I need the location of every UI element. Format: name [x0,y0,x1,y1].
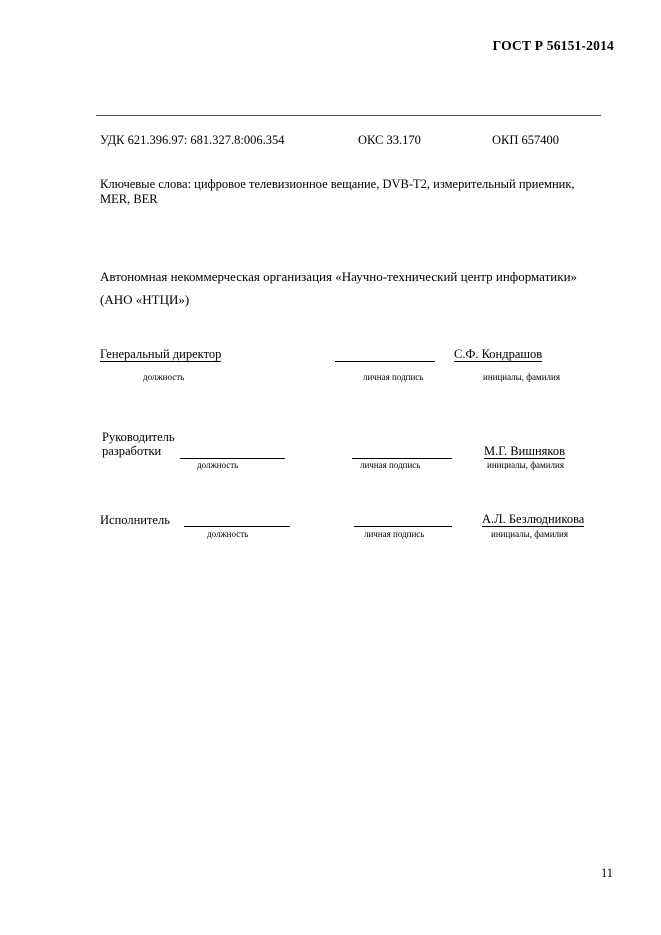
director-caption-position: должность [143,372,185,382]
executor-name: А.Л. Безлюдникова [482,512,585,526]
lead-position-line2: разработки [102,444,162,458]
lead-position-line1: Руководитель [102,430,175,444]
udk-code: УДК 621.396.97: 681.327.8:006.354 [100,133,285,147]
document-header: ГОСТ Р 56151-2014 [492,38,614,53]
keywords: Ключевые слова: цифровое телевизионное вещание, DVB-T2, измерительный приемник, MER, BER [100,177,575,206]
lead-caption-sign: личная подпись [360,460,421,470]
executor-caption-name: инициалы, фамилия [491,529,568,539]
executor-caption-position: должность [207,529,249,539]
lead-position-line [180,446,285,459]
lead-signature-line [352,446,452,459]
director-caption-sign: личная подпись [363,372,424,382]
lead-caption-position: должность [197,460,239,470]
organization-abbr: (АНО «НТЦИ») [100,292,190,307]
organization-name: Автономная некоммерческая организация «Научно-технический центр информатики» [100,269,578,284]
header-divider [96,115,601,116]
director-caption-name: инициалы, фамилия [483,372,560,382]
lead-name: М.Г. Вишняков [484,444,565,458]
executor-caption-sign: личная подпись [364,529,425,539]
executor-position-line [184,514,290,527]
executor-position: Исполнитель [100,513,170,527]
lead-caption-name: инициалы, фамилия [487,460,564,470]
director-signature-line [335,349,435,362]
executor-signature-line [354,514,452,527]
oks-code: ОКС 33.170 [358,133,421,147]
organization [100,265,605,311]
okp-code: ОКП 657400 [492,133,560,147]
page-number: 11 [600,866,613,880]
director-name: С.Ф. Кондрашов [454,347,543,361]
director-position: Генеральный директор [100,347,222,361]
